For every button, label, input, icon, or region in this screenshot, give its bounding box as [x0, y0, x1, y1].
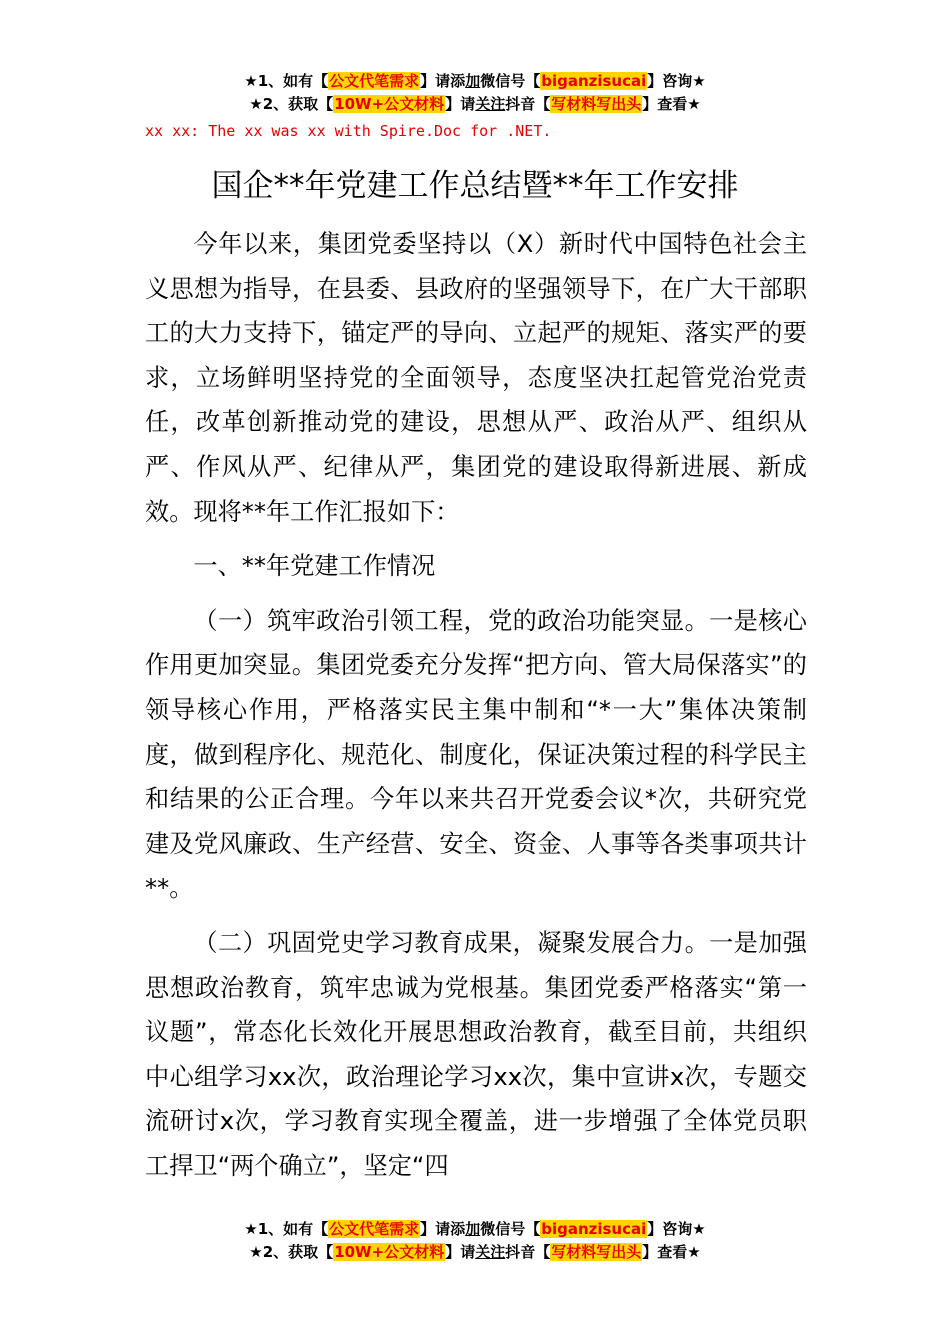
section-heading: 一、**年党建工作情况 [193, 552, 436, 581]
banner-highlight: biganzisucai [541, 72, 647, 90]
banner-text: ★1、如有【 [244, 72, 329, 90]
banner-text: 微信号【 [480, 72, 541, 90]
banner-highlight: 写材料写出头 [551, 95, 642, 113]
banner-text: 抖音【 [505, 95, 551, 113]
banner-text: 抖音【 [505, 1243, 551, 1261]
banner-text: ★2、获取【 [249, 95, 334, 113]
banner-text: 】请 [445, 1243, 476, 1261]
banner-text: 】请添 [420, 72, 466, 90]
banner-line-1 [0, 1218, 950, 1241]
banner-highlight: 公文代笔需求 [329, 1220, 420, 1238]
banner-highlight: biganzisucai [541, 1220, 647, 1238]
paragraph: 今年以来，集团党委坚持以（X）新时代中国特色社会主义思想为指导，在县委、县政府的坚强领导下，在广大干部职工的大力支持下，锚定严的导向、立起严的规矩、落实严的要求，立场鲜明坚持党的全面领导，态度坚决扛起管党治党责任，改革创新推动党的建设，思想从严、政治从严、组织从严、作风从严、纪律从严，集团党的建设取得新进展、新成效。现将**年工作汇报如下： [145, 230, 807, 526]
banner-text: 微信号【 [480, 1220, 541, 1238]
banner-underline: 关注 [475, 95, 506, 113]
banner-underline: 关注 [475, 1243, 506, 1261]
top-banner [0, 70, 950, 116]
banner-line-2 [0, 93, 950, 116]
banner-text: 】请 [445, 95, 476, 113]
paragraph: （二）巩固党史学习教育成果，凝聚发展合力。一是加强思想政治教育，筑牢忠诚为党根基。集团党委严格落实“第一议题”，常态化长效化开展思想政治教育，截至目前，共组织中心组学习xx次，政治理论学习xx次，集中宣讲x次，专题交流研讨x次，学习教育实现全覆盖，进一步增强了全体党员职工捍卫“两个确立”，坚定“四 [145, 928, 807, 1180]
banner-underline: 加 [465, 72, 481, 90]
bottom-banner [0, 1218, 950, 1264]
banner-text: ★1、如有【 [244, 1220, 329, 1238]
banner-text: ★2、获取【 [249, 1243, 334, 1261]
document-body [145, 222, 807, 1188]
banner-underline: 加 [465, 1220, 481, 1238]
banner-text: 】咨询★ [647, 1220, 706, 1238]
banner-line-2 [0, 1241, 950, 1264]
banner-text: 】请添 [420, 1220, 466, 1238]
banner-highlight: 10W+公文材料 [334, 95, 445, 113]
document-title: 国企**年党建工作总结暨**年工作安排 [211, 168, 739, 204]
banner-line-1 [0, 70, 950, 93]
banner-highlight: 10W+公文材料 [334, 1243, 445, 1261]
paragraph: （一）筑牢政治引领工程，党的政治功能突显。一是核心作用更加突显。集团党委充分发挥“把方向、管大局保落实”的领导核心作用，严格落实民主集中制和“*一大”集体决策制度，做到程序化、规范化、制度化，保证决策过程的科学民主和结果的公正合理。今年以来共召开党委会议*次，共研究党建及党风廉政、生产经营、安全、资金、人事等各类事项共计**。 [145, 606, 807, 903]
watermark-text: xx xx: The xx was xx with Spire.Doc for .NET. [145, 122, 552, 140]
banner-text: 】查看★ [642, 95, 701, 113]
banner-highlight: 公文代笔需求 [329, 72, 420, 90]
banner-highlight: 写材料写出头 [551, 1243, 642, 1261]
banner-text: 】咨询★ [647, 72, 706, 90]
banner-text: 】查看★ [642, 1243, 701, 1261]
